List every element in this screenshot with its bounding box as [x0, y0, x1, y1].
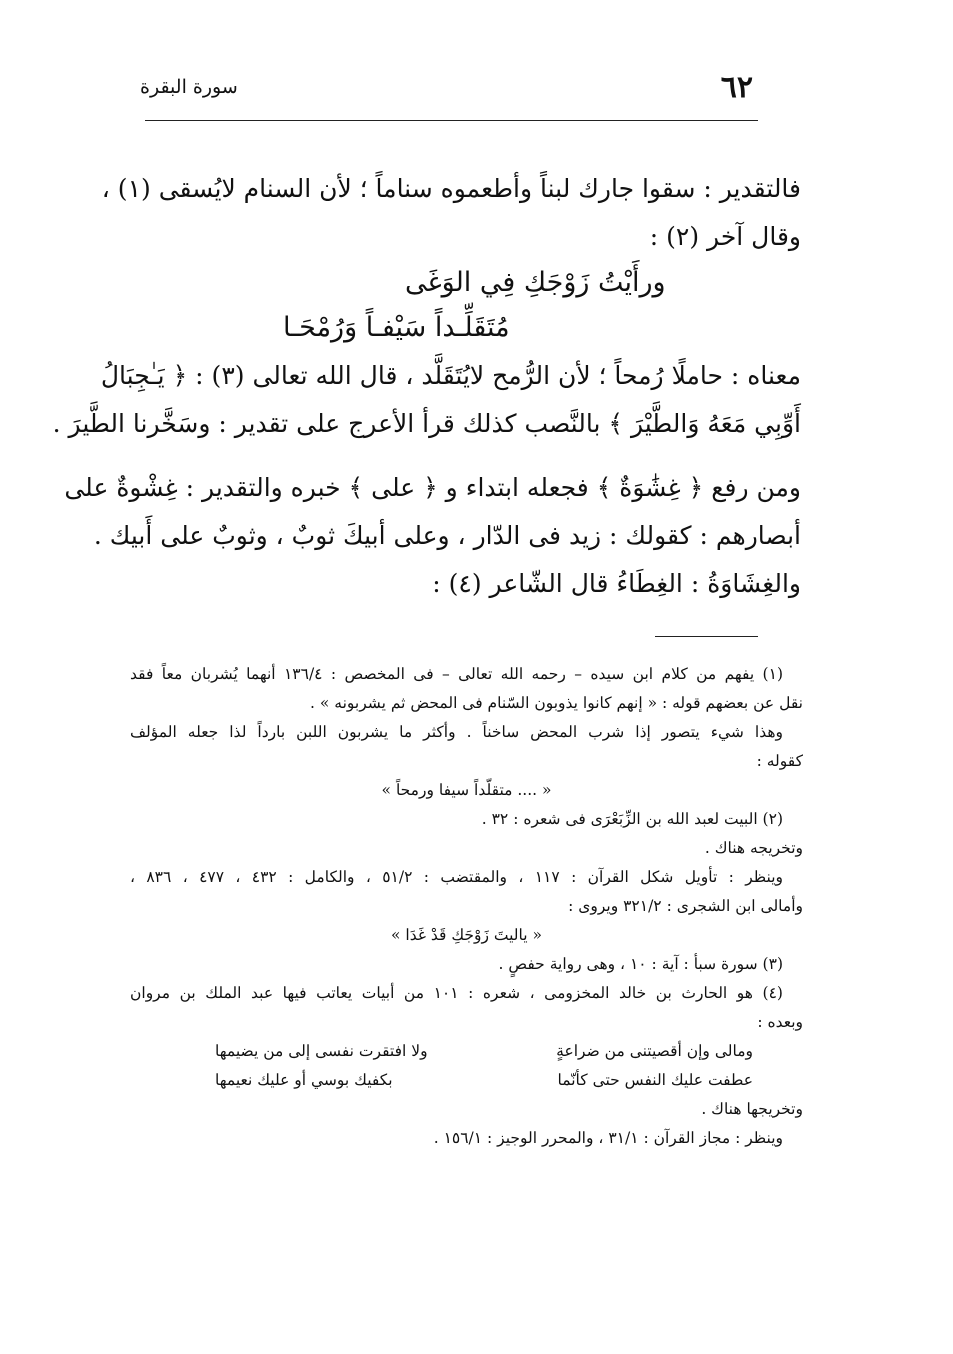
- footnote-line: (١) يفهم من كلام ابن سيده – رحمه الله تعالى – فى المخصص : ١٣٦/٤ أنهما يُشربان معاً فقد: [130, 665, 783, 683]
- footnotes-end: [130, 1095, 803, 1153]
- footnote-line: وينظر : تأويل شكل القرآن : ١١٧ ، والمقتضب : ٥١/٢ ، والكامل : ٤٣٢ ، ٤٧٧ ، ٨٣٦ ،: [130, 868, 783, 886]
- footnote-line: نقل عن بعضهم قوله : « إنهم كانوا يذوبون السّنام فى المحض ثم يشربونه » .: [310, 694, 803, 712]
- page-number: ٦٢: [720, 70, 753, 105]
- footnote-line: وهذا شيء يتصور إذا شرب المحض ساخناً . وأكثر ما يشربون اللبن بارداً لذا جعله المؤلف: [130, 723, 783, 741]
- paragraph-1: [101, 165, 801, 261]
- footnote-line: كقوله :: [756, 752, 803, 770]
- text-line: فالتقدير : سقوا جارك لبناً وأطعموه سناماً ؛ لأن السنام لايُسقى (١) ،: [101, 174, 801, 203]
- verse-line-2: مُتَقَلِّـداً سَيْفـاً وَرُمْحَـا: [283, 312, 510, 343]
- poem-row: [215, 1037, 753, 1066]
- running-head: سورة البقرة: [140, 76, 238, 98]
- text-line: ومن رفع ﴿ غِشَٰوَةٌ ﴾ فجعله ابتداء و ﴿ على ﴾ خبره والتقدير : غِشْوةٌ على: [64, 473, 801, 502]
- poem-hemistich-left: بكفيك بوسي أو عليك نعيمها: [215, 1071, 393, 1089]
- footnote-line: (٢) البيت لعبد الله بن الزِّبَعْرَى فى شعره : ٣٢ .: [481, 810, 783, 828]
- footnote-line: وتخريجه هناك .: [704, 839, 803, 857]
- footnote-line: (٤) هو الحارث بن خالد المخزومى ، شعره : ١٠١ من أبيات يعاتب فيها عبد الملك بن مروان: [130, 984, 783, 1002]
- verse-line-1: ورأَيْتُ زَوْجَكِ فِي الوَغَى: [405, 267, 666, 298]
- text-line: أَوِّبِي مَعَهُ وَالطَّيْرَ ﴾ بالنَّصب كذلك قرأ الأعرج على تقدير : وسَخَّرنا الطَّيرَ .: [52, 409, 801, 438]
- header-rule: [145, 120, 758, 121]
- poem-hemistich-right: ومالى وإن أقصيتنى من ضراعةٍ: [556, 1042, 753, 1060]
- footnote-line: (٣) سورة سبأ : آية : ١٠ ، وهى رواية حفصٍ .: [498, 955, 783, 973]
- footnote-line: وبعده :: [757, 1013, 803, 1031]
- text-line: أبصارهم : كقولك : زيد فى الدّار ، وعلى أبيكَ ثوبٌ ، وثوبٌ على أَبيك .: [93, 521, 801, 550]
- footnote-quote: « .... متقلّداً سيفا ورمحاً »: [381, 781, 552, 799]
- page-header: [140, 70, 753, 110]
- poem-hemistich-right: عطفت عليك النفس حتى كأنّما: [557, 1071, 753, 1089]
- footnote-line: وأمالى ابن الشجرى : ٣٢١/٢ ويروى :: [568, 897, 803, 915]
- paragraph-2: [52, 352, 801, 448]
- text-line: والغِشَاوَةُ : الغِطَاءُ قال الشّاعر (٤) :: [432, 569, 801, 598]
- footnote-poem: [215, 1037, 753, 1095]
- text-line: معناه : حاملًا رُمحاً ؛ لأن الرُّمح لايُتَقَلَّد ، قال الله تعالى (٣) : ﴿ يَـٰجِبَالُ: [100, 361, 801, 390]
- footnote-rule: [655, 636, 758, 637]
- poem-hemistich-left: ولا افتقرت نفسى إلى من يضيمها: [215, 1042, 428, 1060]
- poem-row: [215, 1066, 753, 1095]
- footnote-quote: « ياليتَ زَوْجَكِ قَدْ غَدَا »: [391, 926, 542, 944]
- text-line: وقال آخر (٢) :: [649, 222, 801, 251]
- footnotes: [130, 660, 803, 1037]
- footnote-line: وينظر : مجاز القرآن : ٣١/١ ، والمحرر الوجيز : ١٥٦/١ .: [433, 1129, 783, 1147]
- paragraph-3: [64, 464, 801, 608]
- footnote-line: وتخريجها هناك .: [701, 1100, 803, 1118]
